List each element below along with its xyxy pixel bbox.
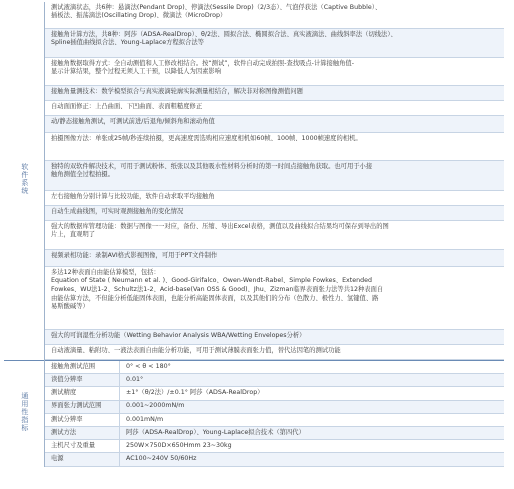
software-feature-list [45, 2, 505, 361]
feature-contact-angle-methods: 接触角计算方法，共8种：阿莎（ADSA-RealDrop）、θ/2法、圆拟合法、椭圆拟合法、真实液滴法、曲线斜率法（切线法）、 Spline插值曲线拟合法、Young-Laplace方程拟合法等 [45, 29, 504, 58]
spec-key: 接触角测试范围 [45, 361, 120, 373]
feature-auto-curve: 自动生成曲线图，可实时观测接触角的变化情况 [45, 206, 504, 221]
feature-left-right-angle: 左右接触角分别计算与比较功能，软件自动求取平均接触角 [45, 191, 504, 206]
spec-table [4, 2, 504, 467]
feature-dynamic-static-angle: 动/静态接触角测试，可测试前进/后退角/倾斜角和滚动角值 [45, 116, 504, 133]
spec-value: 阿莎（ADSA-RealDrop）、Young-Laplace拟合技术（第四代） [126, 428, 305, 436]
spec-value: 0.001mN/m [126, 415, 164, 423]
spec-key: 测试方法 [45, 427, 120, 439]
spec-value: 0° < θ < 180° [126, 362, 171, 370]
spec-row [45, 387, 504, 400]
general-specs-section [4, 361, 504, 467]
feature-data-acquisition: 接触角数据取得方式：全自动测值和人工修改相结合。按“测试”，软件自动完成拍照-查找吸点-计算接触角值- 显示计算结果，整个过程无须人工干预，以降低人为因素影响 [45, 58, 504, 86]
spec-key: 测试分辨率 [45, 414, 120, 426]
feature-dual-software: 独特的双软件解决技术，可用于测试粉体、纸张以及其他吸水性材料分析时的第一时间点接触角获取。也可用于小接 触角测值全过程拍摄。 [45, 161, 504, 191]
spec-row [45, 361, 504, 374]
spec-row [45, 453, 504, 466]
software-system-section [4, 2, 504, 361]
feature-wettability-analysis: 强大的可润湿性分析功能（Wetting Behavior Analysis WBA/Wetting Envelopes分析） [45, 330, 504, 345]
spec-key: 电源 [45, 453, 120, 465]
general-specs-category-cell [4, 361, 45, 467]
feature-measurement-technique: 接触角量测技术：数学模型拟合与真实液滴轮廓实际测量相结合，解决非对称图像测值问题 [45, 86, 504, 101]
spec-key: 界面张力测试范围 [45, 401, 120, 413]
spec-key: 读值分辨率 [45, 374, 120, 386]
spec-value: 250W×750D×650Hmm 23~30kg [126, 441, 232, 449]
feature-image-capture: 拍摄图像方法：单张或25帧/秒连续拍摄，更高速度需选购相应速度相机如60帧、100帧、1000帧速度的相机。 [45, 133, 504, 161]
feature-surface-correction: 自动面面修正：上凸曲面、下凹曲面、表面粗糙度修正 [45, 101, 504, 116]
feature-video-recording: 视频录相功能：录制AVI格式影视图像，可用于PPT文件制作 [45, 250, 504, 267]
feature-adhesion-work: 自动液滴量、粘附功、一液法表面自由能分析功能，可用于测试薄膜表面张力值，替代达因笔的测试功能 [45, 345, 504, 360]
spec-key: 测试精度 [45, 387, 120, 399]
general-spec-list [45, 361, 505, 467]
software-system-category-cell [4, 2, 45, 361]
spec-value: AC100~240V 50/60Hz [126, 455, 197, 463]
spec-sheet [4, 2, 504, 467]
spec-key: 主机尺寸及重量 [45, 440, 120, 452]
spec-value: 0.001~2000mN/m [126, 402, 185, 410]
spec-row [45, 401, 504, 414]
spec-value: 0.01° [126, 375, 144, 383]
spec-row [45, 427, 504, 440]
feature-database-management: 强大的数据库管理功能：数据与图像一一对应，备份、压缩、导出Excel表格，测值以及曲线拟合结果均可保存到导出的图 片上，直观明了 [45, 221, 504, 250]
software-system-category-label: 软件系统 [20, 163, 29, 196]
spec-row [45, 440, 504, 453]
spec-row [45, 414, 504, 427]
spec-row [45, 374, 504, 387]
feature-surface-energy-models: 多达12种表面自由能估算模型，包括： Equation of State ( Neumann et al. )、Good-Girifalco、Owen-Wendt-Rabel、Simple Fowkes、Extended Fowkes、WU法1-2、Schultz法1-2、Acid-base(Van OSS & Good)、Jhu、Zizman临界表面张力法等共12种表面自 由能估算方法，不但能分析低能固体表面，也能分析高能固体表面，以及其他们的分布（色散力、极性力、氢键值、路 易斯酸碱等） [45, 267, 504, 330]
feature-drop-states: 测试液滴状态，共6种：悬滴法(Pendant Drop)、停滴法(Sessile Drop)（2/3态）、气泡俘获法（Captive Bubble）、 插板法、振荡滴法(Oscillating Drop)、微滴法（MicroDrop） [45, 2, 504, 29]
spec-value: ±1°（θ/2法）/±0.1° 阿莎（ADSA-RealDrop） [126, 389, 264, 397]
general-specs-category-label: 通用性指标 [20, 391, 29, 432]
